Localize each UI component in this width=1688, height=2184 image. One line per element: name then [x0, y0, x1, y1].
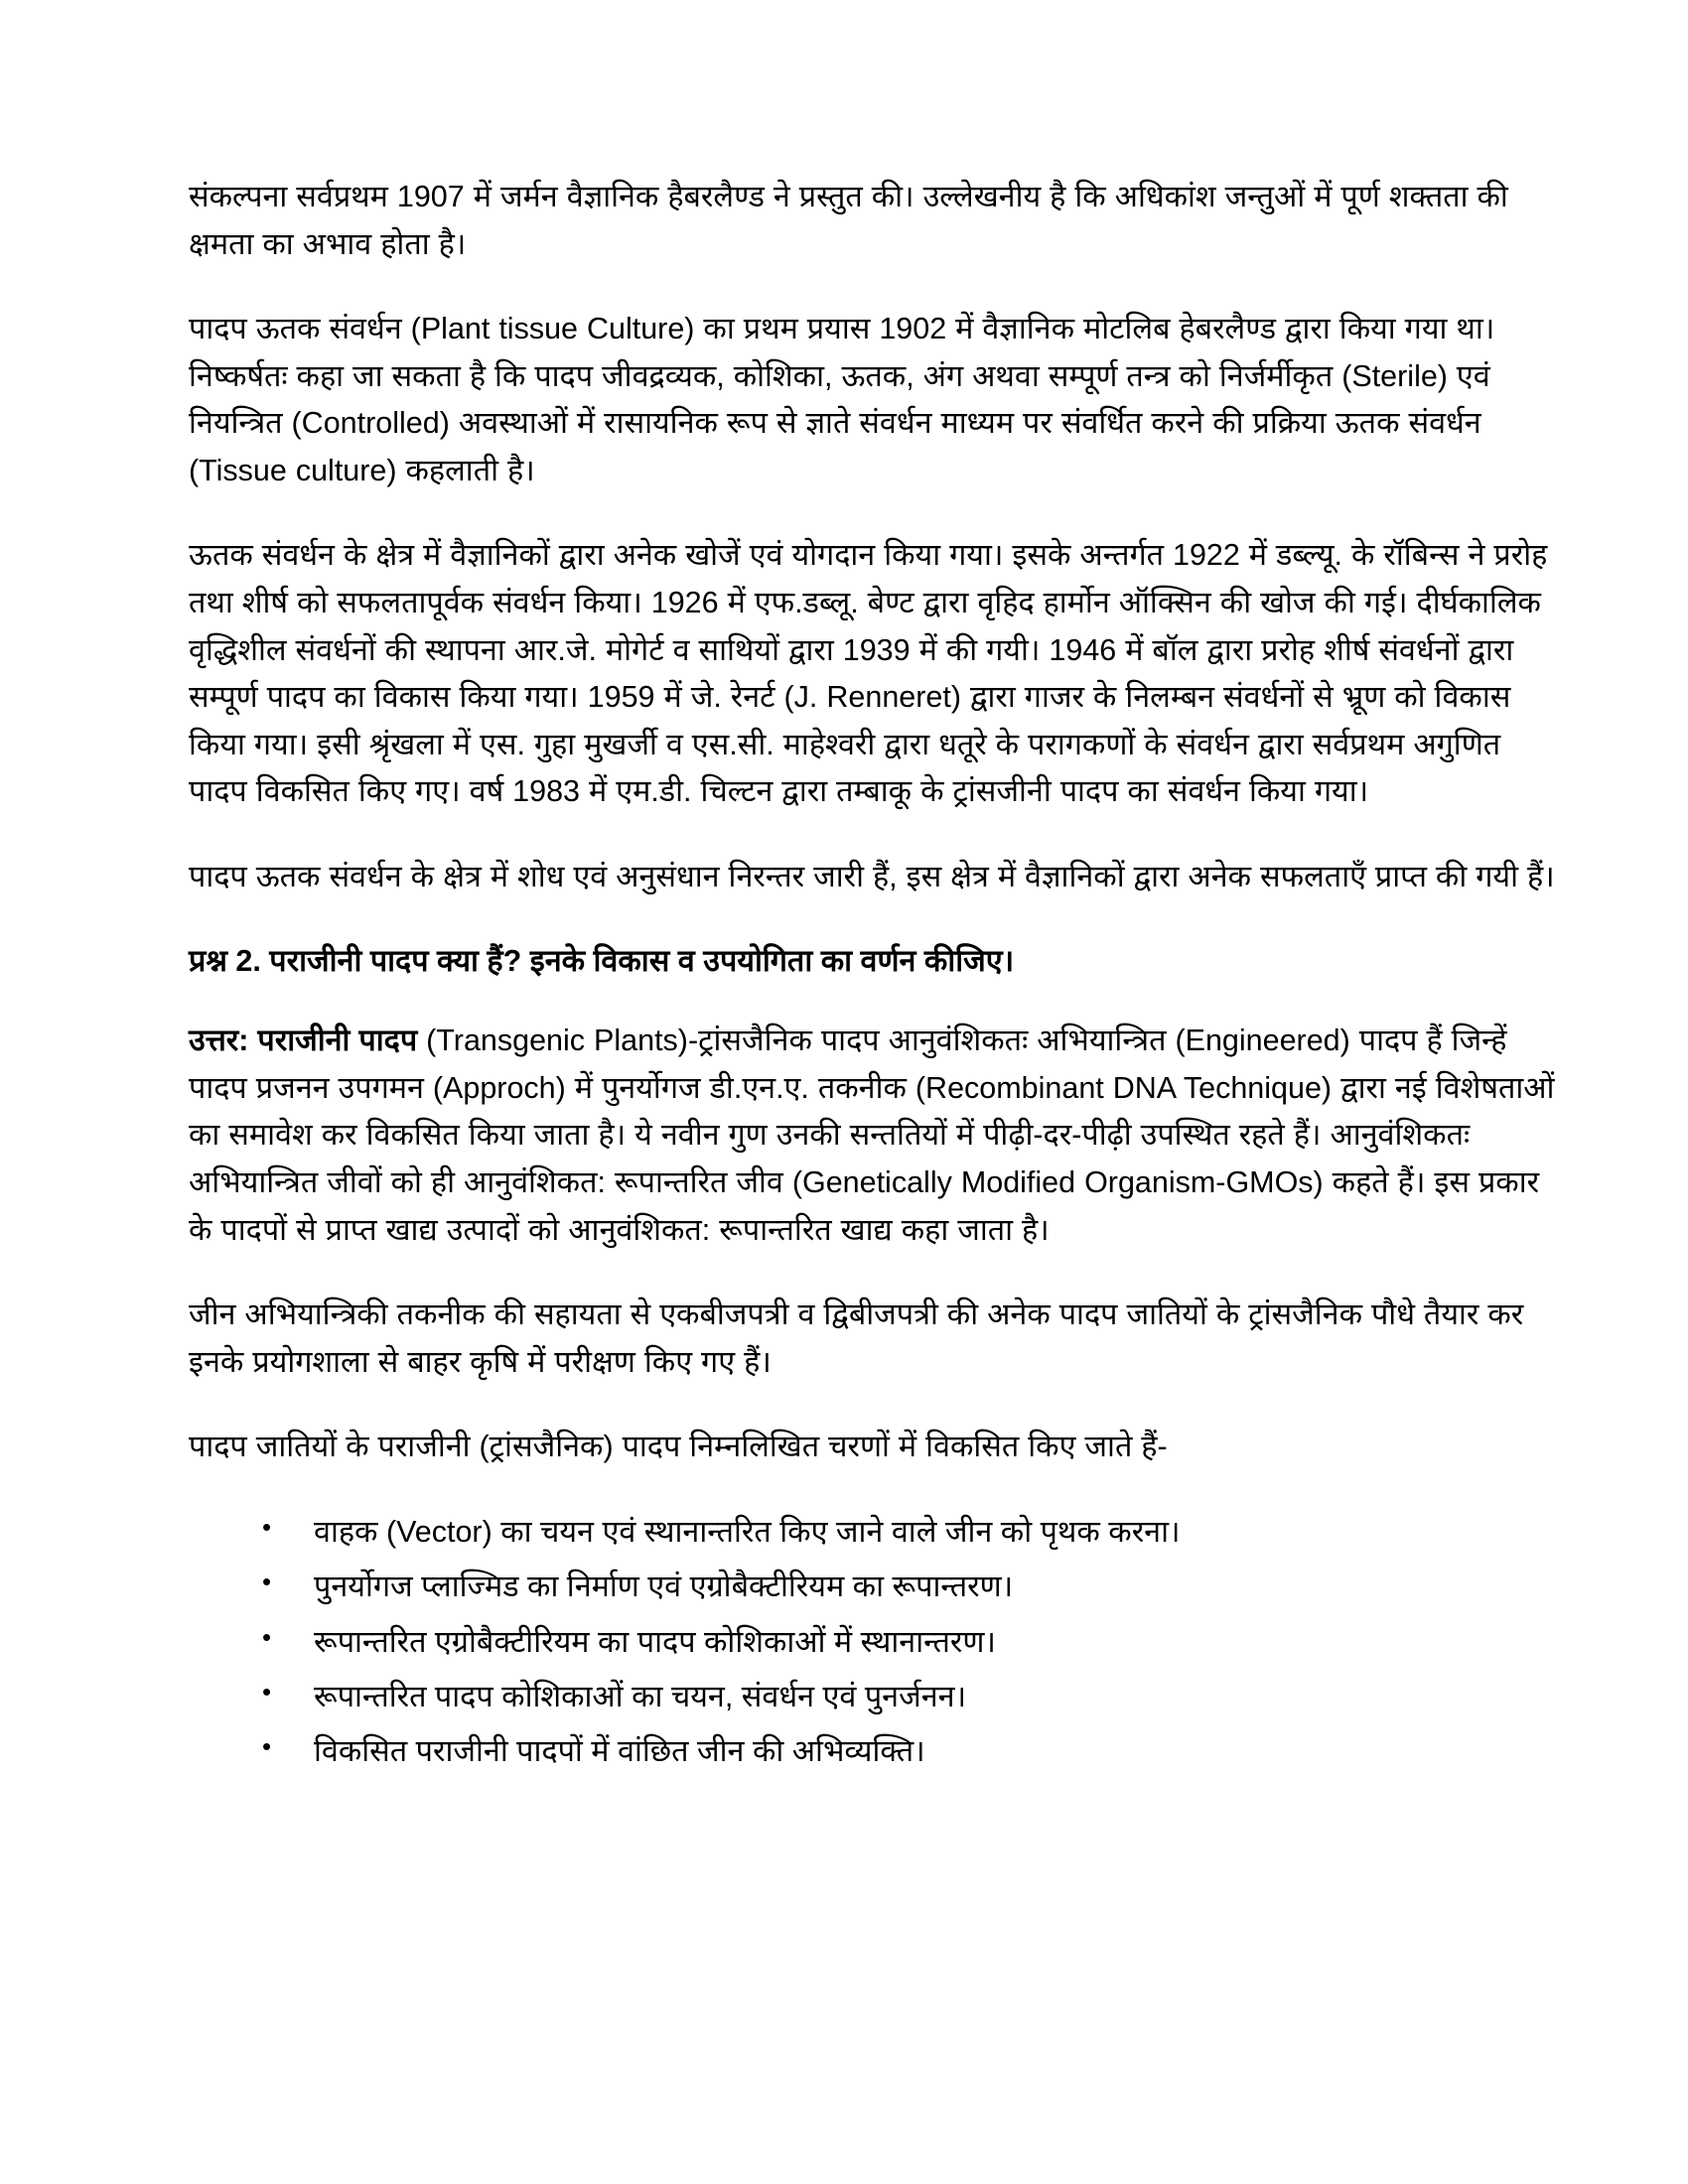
paragraph-tissue-culture-history: ऊतक संवर्धन के क्षेत्र में वैज्ञानिकों द्वारा अनेक खोजें एवं योगदान किया गया। इसके अन्तर्गत 1922 में डब्ल्यू. के रॉबिन्स ने प्ररोह तथा शीर्ष को सफलतापूर्वक संवर्धन किया। 1926 में एफ.डब्लू. बेण्ट द्वारा वृहिद हार्मोन ऑक्सिन की खोज की गई। दीर्घकालिक वृद्धिशील संवर्धनों की स्थापना आर.जे. मोगेर्ट व साथियों द्वारा 1939 में की गयी। 1946 में बॉल द्वारा प्ररोह शीर्ष संवर्धनों द्वारा सम्पूर्ण पादप का विकास किया गया। 1959 में जे. रेनर्ट (J. Renneret) द्वारा गाजर के निलम्बन संवर्धनों से भ्रूण को विकास किया गया। इसी श्रृंखला में एस. गुहा मुखर्जी व एस.सी. माहेश्वरी द्वारा धतूरे के परागकणों के संवर्धन द्वारा सर्वप्रथम अगुणित पादप विकसित किए गए। वर्ष 1983 में एम.डी. चिल्टन द्वारा तम्बाकू के ट्रांसजीनी पादप का संवर्धन किया गया। — [189, 538, 1548, 809]
paragraph-ongoing-research: पादप ऊतक संवर्धन के क्षेत्र में शोध एवं अनुसंधान निरन्तर जारी हैं, इस क्षेत्र में वैज्ञानिकों द्वारा अनेक सफलताएँ प्राप्त की गयी हैं। — [189, 859, 1555, 893]
list-item: • रूपान्तरित एग्रोबैक्टीरियम का पादप कोशिकाओं में स्थानान्तरण। — [262, 1619, 1562, 1665]
list-item: • पुनर्योगज प्लाज्मिड का निर्माण एवं एग्रोबैक्टीरियम का रूपान्तरण। — [262, 1564, 1562, 1609]
paragraph-intro-haberlandt: संकल्पना सर्वप्रथम 1907 में जर्मन वैज्ञानिक हैबरलैण्ड ने प्रस्तुत की। उल्लेखनीय है कि अधिकांश जन्तुओं में पूर्ण शक्तता की क्षमता का अभाव होता है। — [189, 180, 1508, 261]
list-item: • विकसित पराजीनी पादपों में वांछित जीन की अभिव्यक्ति। — [262, 1728, 1562, 1774]
list-item: • रूपान्तरित पादप कोशिकाओं का चयन, संवर्धन एवं पुनर्जनन। — [262, 1674, 1562, 1719]
paragraph-gene-engineering-field-trials: जीन अभियान्त्रिकी तकनीक की सहायता से एकबीजपत्री व द्विबीजपत्री की अनेक पादप जातियों के ट्रांसजैनिक पौधे तैयार कर इनके प्रयोगशाला से बाहर कृषि में परीक्षण किए गए हैं। — [189, 1297, 1524, 1379]
transgenic-development-steps-list — [189, 1509, 1562, 1775]
question-heading: प्रश्न 2. पराजीनी पादप क्या हैं? इनके विकास व उपयोगिता का वर्णन कीजिए। — [189, 943, 1015, 978]
answer-label: उत्तर: पराजीनी पादप — [189, 1024, 418, 1058]
paragraph-steps-intro: पादप जातियों के पराजीनी (ट्रांसजैनिक) पादप निम्नलिखित चरणों में विकसित किए जाते हैं- — [189, 1430, 1168, 1464]
paragraph-answer-transgenic-plants — [189, 1018, 1562, 1254]
document-body — [189, 174, 1562, 1775]
paragraph-plant-tissue-culture-definition: पादप ऊतक संवर्धन (Plant tissue Culture) का प्रथम प्रयास 1902 में वैज्ञानिक मोटलिब हेबरलैण्ड द्वारा किया गया था। निष्कर्षतः कहा जा सकता है कि पादप जीवद्रव्यक, कोशिका, ऊतक, अंग अथवा सम्पूर्ण तन्त्र को निर्जर्मीकृत (Sterile) एवं नियन्त्रित (Controlled) अवस्थाओं में रासायनिक रूप से ज्ञाते संवर्धन माध्यम पर संवर्धित करने की प्रक्रिया ऊतक संवर्धन (Tissue culture) कहलाती है। — [189, 312, 1495, 487]
answer-body-text: (Transgenic Plants)-ट्रांसजैनिक पादप आनुवंशिकतः अभियान्त्रित (Engineered) पादप हैं जिन्हें पादप प्रजनन उपगमन (Approch) में पुनर्योगज डी.एन.ए. तकनीक (Recombinant DNA Technique) द्वारा नई विशेषताओं का समावेश कर विकसित किया जाता है। ये नवीन गुण उनकी सन्ततियों में पीढ़ी-दर-पीढ़ी उपस्थित रहते हैं। आनुवंशिकतः अभियान्त्रित जीवों को ही आनुवंशिकत: रूपान्तरित जीव (Genetically Modified Organism-GMOs) कहते हैं। इस प्रकार के पादपों से प्राप्त खाद्य उत्पादों को आनुवंशिकत: रूपान्तरित खाद्य कहा जाता है। — [189, 1024, 1555, 1247]
list-item: • वाहक (Vector) का चयन एवं स्थानान्तरित किए जाने वाले जीन को पृथक करना। — [262, 1509, 1562, 1555]
